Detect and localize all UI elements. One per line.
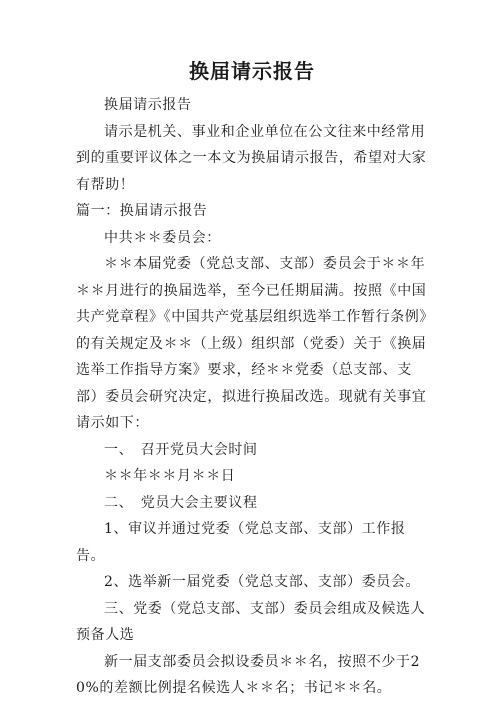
agenda-item-1: 1、审议并通过党委（党总支部、支部）工作报告。 <box>76 521 406 564</box>
paragraph-body: ＊＊本届党委（党总支部、支部）委员会于＊＊年＊＊月进行的换届选举，至今已任期届满。按照《中国共产党章程》《中国共产党基层组织选举工作暂行条例》的有关规定及＊＊（上级）组织部（党委）关于《换届选举工作指导方案》要求，经＊＊党委（总支部、支部）委员会研究决定，拟进行换届改选。现就有关事宜请示如下： <box>76 256 427 431</box>
paragraph-2: 请示是机关、事业和企业单位在公文往来中经常用到的重要评议体之一本文为换届请示报告，希望对大家有帮助！ <box>76 123 427 193</box>
section-heading-1: 篇一：换届请示报告 <box>76 203 208 219</box>
document-body <box>76 92 428 702</box>
paragraph-date: ＊＊年＊＊月＊＊日 <box>104 468 236 484</box>
agenda-item-2: 2、选举新一届党委（党总支部、支部）委员会。 <box>104 574 421 590</box>
paragraph-1: 换届请示报告 <box>104 97 192 113</box>
paragraph-addressee: 中共＊＊委员会： <box>104 229 221 246</box>
list-heading-3: 三、党委（党总支部、支部）委员会组成及候选人预备人选 <box>76 600 426 643</box>
document-title: 换届请示报告 <box>189 59 315 83</box>
list-heading-1: 一、 召开党员大会时间 <box>104 441 258 458</box>
paragraph-committee: 新一届支部委员会拟设委员＊＊名，按照不少于20%的差额比例提名候选人＊＊名；书记＊＊名。 <box>76 653 421 696</box>
list-heading-2: 二、 党员大会主要议程 <box>104 494 258 511</box>
